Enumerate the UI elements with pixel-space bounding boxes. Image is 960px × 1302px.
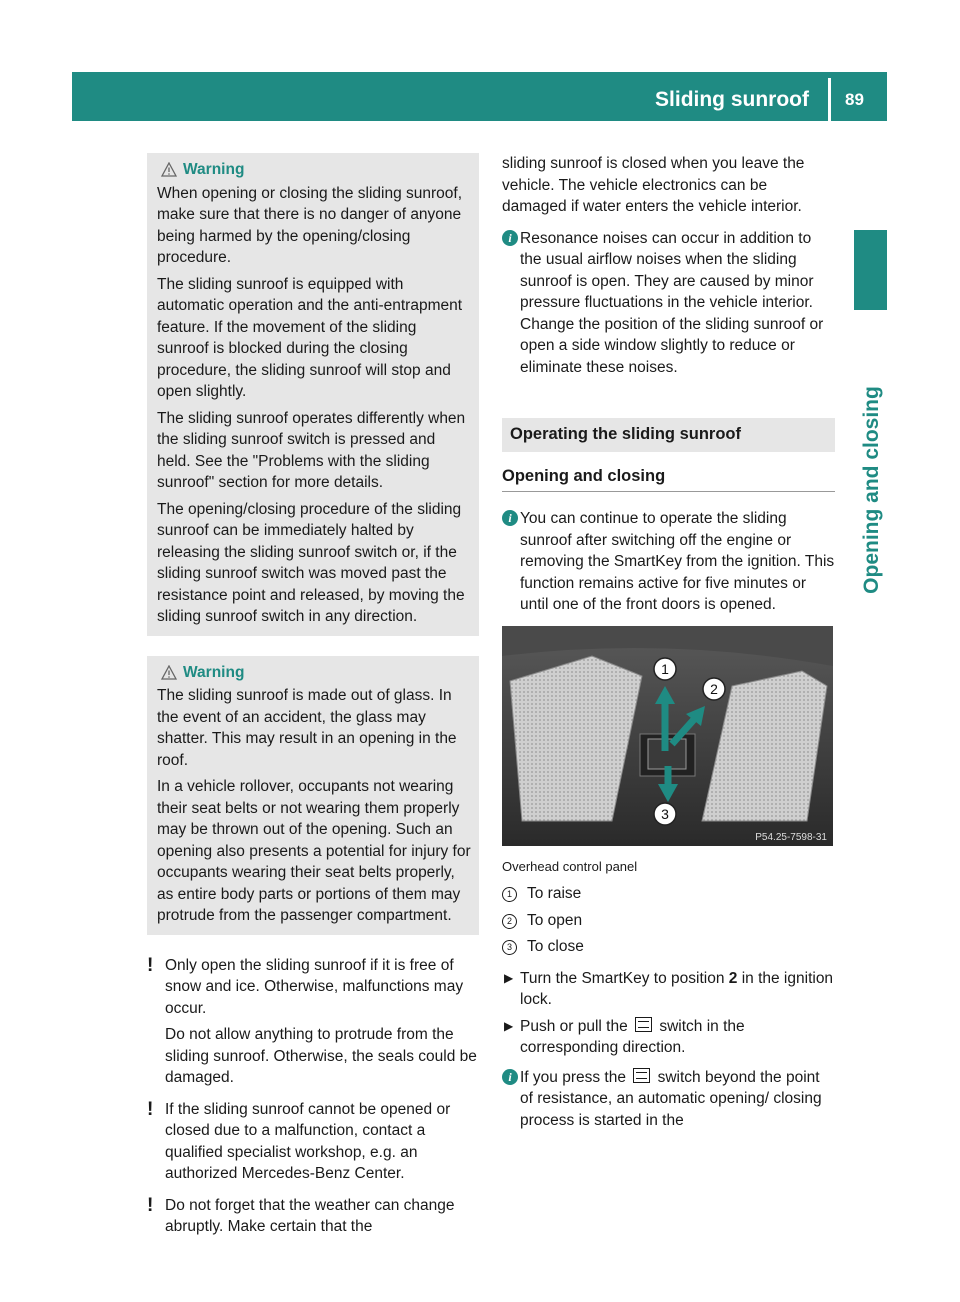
step-arrow-icon: ▶ (504, 1018, 514, 1033)
warning-title: Warning (183, 663, 245, 681)
exclamation-icon: ! (147, 954, 154, 976)
header-divider (828, 78, 831, 121)
left-column (147, 153, 479, 1248)
subsection-heading: Opening and closing (502, 466, 835, 493)
warning-paragraph: The sliding sunroof is equipped with automatic operation and the anti-entrapment feature. If the movement of the sliding sunroof is blocked during the closing procedure, the sliding sunroof will stop and open slightly. (157, 275, 463, 400)
warning-box-2 (147, 656, 479, 935)
warning-triangle-icon (161, 665, 177, 680)
callout-3: 3 (661, 805, 669, 822)
legend-number: 3 (502, 940, 517, 955)
caution-note-1 (147, 955, 479, 1089)
warning-triangle-icon (161, 162, 177, 177)
step-text: Push or pull the (520, 1017, 633, 1035)
note-paragraph: If the sliding sunroof cannot be opened or closed due to a malfunction, contact a qualified specialist workshop, e.g. an authorized Mercedes-Benz Center. (165, 1100, 451, 1182)
legend-label: To open (527, 911, 583, 929)
info-icon: i (502, 510, 518, 526)
overhead-control-panel-illustration (502, 626, 833, 846)
info-icon: i (502, 230, 518, 246)
position-number: 2 (728, 969, 738, 987)
exclamation-icon: ! (147, 1098, 154, 1120)
warning-paragraph: The sliding sunroof operates differently when the sliding sunroof switch is pressed and held. See the "Problems with the sliding sunroof" section for more details. (157, 409, 466, 491)
info-note-2 (502, 508, 835, 616)
legend-label: To close (527, 938, 584, 955)
warning-header (157, 662, 471, 684)
page-header (72, 72, 887, 121)
info-note-1 (502, 228, 835, 379)
instruction-step-1 (502, 968, 835, 1011)
step-text: Turn the SmartKey to position (520, 969, 729, 987)
continued-paragraph: sliding sunroof is closed when you leave the vehicle. The vehicle electronics can be damaged if water enters the vehicle interior. (502, 155, 805, 215)
figure-code: P54.25-7598-31 (755, 831, 827, 843)
warning-header (157, 159, 471, 181)
warning-box-1 (147, 153, 479, 636)
callout-2: 2 (710, 680, 718, 697)
caution-note-3 (147, 1195, 479, 1238)
warning-paragraph: In a vehicle rollover, occupants not wearing their seat belts or not wearing them properly may be thrown out of the opening. Such an opening also presents a potential for injury for occupants wearing their seat belts properly, as entire body parts or portions of them may protrude from the passenger compartment. (157, 778, 471, 924)
page-number: 89 (845, 90, 864, 109)
warning-paragraph: The opening/closing procedure of the sliding sunroof can be immediately halted by releasing the sliding sunroof switch or, if the sliding sunroof switch was moved past the resistance point and released, by moving the sliding sunroof switch in any direction. (157, 500, 465, 625)
warning-paragraph: The sliding sunroof is made out of glass. In the event of an accident, the glass may shatter. This may result in an opening in the roof. (157, 687, 457, 769)
step-text: switch in the corresponding direction. (520, 1017, 745, 1056)
note-paragraph: Only open the sliding sunroof if it is free of snow and ice. Otherwise, malfunctions may occur. (165, 956, 464, 1017)
warning-paragraph: When opening or closing the sliding sunroof, make sure that there is no danger of anyone being harmed by the opening/closing procedure. (157, 184, 463, 266)
page-title: Sliding sunroof (655, 88, 809, 111)
chapter-label (852, 325, 892, 655)
sunroof-switch-icon (635, 1017, 652, 1032)
caution-note-2 (147, 1099, 479, 1185)
info-text: Resonance noises can occur in addition to the usual airflow noises when the sliding sunroof is open. They are caused by minor pressure fluctuations in the vehicle interior. Change the position of the sliding sunroof or open a side window slightly to reduce or eliminate these noises. (520, 229, 824, 376)
legend-item (502, 910, 835, 932)
info-text: If you press the (520, 1068, 631, 1086)
section-heading: Operating the sliding sunroof (502, 418, 835, 452)
sunroof-switch-icon (633, 1068, 650, 1083)
legend-label: To raise (527, 885, 582, 902)
legend-number: 1 (502, 887, 517, 902)
right-column (502, 153, 835, 1141)
note-paragraph: Do not forget that the weather can change abruptly. Make certain that the (165, 1196, 455, 1235)
info-note-3 (502, 1067, 835, 1132)
instruction-step-2 (502, 1016, 835, 1059)
warning-title: Warning (183, 161, 245, 178)
step-arrow-icon: ▶ (504, 970, 514, 985)
chapter-tab (854, 230, 887, 310)
step-text: in the ignition lock. (520, 969, 834, 1008)
info-icon: i (502, 1069, 518, 1085)
figure-caption: Overhead control panel (502, 858, 638, 874)
legend-number: 2 (502, 914, 517, 929)
legend-item (502, 883, 835, 905)
note-paragraph: Do not allow anything to protrude from the sliding sunroof. Otherwise, the seals could be damaged. (165, 1026, 477, 1086)
info-text: switch beyond the point of resistance, an automatic opening/ closing process is started in the (520, 1068, 822, 1129)
info-text: You can continue to operate the sliding sunroof after switching off the engine or removing the SmartKey from the ignition. This function remains active for five minutes or until one of the front doors is opened. (520, 510, 835, 613)
legend-item (502, 936, 835, 958)
callout-1: 1 (661, 660, 669, 677)
chapter-label-text: Opening and closing (860, 386, 883, 594)
exclamation-icon: ! (147, 1194, 154, 1216)
